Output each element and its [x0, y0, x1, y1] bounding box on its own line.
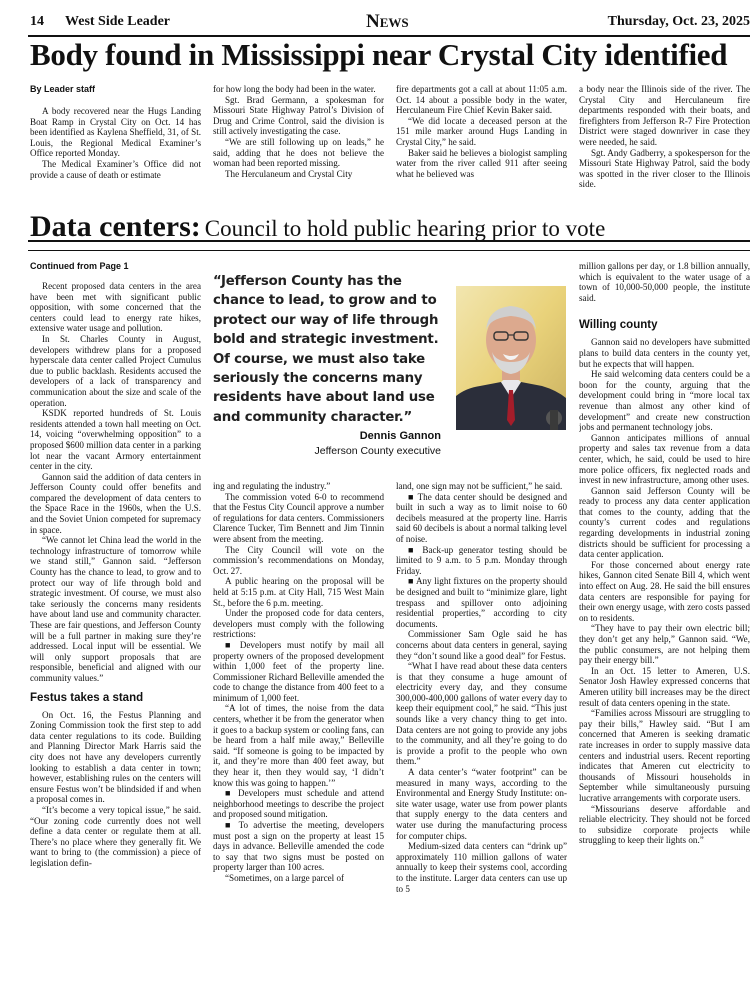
- paragraph: The Herculaneum and Crystal City: [225, 168, 353, 179]
- paragraph: “We are still following up on leads,” he said, adding that he does not believe the woman had been reported missing.: [213, 136, 384, 169]
- paragraph: ■ Any light fixtures on the property should be designed and built to “minimize glare, light trespass and spillover onto adjoining residential properties,” according to city documents.: [396, 576, 567, 629]
- article-column: [213, 481, 384, 983]
- paragraph: a body near the Illinois side of the river. The Crystal City and Herculaneum fire departments responded with their boats, and firefighters from Jefferson R-7 Fire Protection District were staged downriver in case they were needed, he said.: [579, 84, 750, 147]
- pull-quote-name: Dennis Gannon: [359, 430, 441, 442]
- paragraph: He said welcoming data centers could be a boon for the county, arguing that the development could bring in “more local tax revenue than almost any other kind of development” and create new construction jobs and permanent technology jobs.: [579, 369, 750, 433]
- paragraph: ■ To advertise the meeting, developers must post a sign on the property at least 15 days in advance. Belleville amended the code to say that two signs must be posted on property larger than 100 acres.: [213, 820, 384, 873]
- article-column: [30, 261, 201, 983]
- paragraph: The commission voted 6-0 to recommend that the Festus City Council approve a number of regulations for data centers. Commissioners Clarence Tucker, Tim Bennett and Jim Tinnin were absent from the meeting.: [213, 491, 384, 544]
- page-number: 14: [30, 14, 44, 29]
- paragraph: “They have to pay their own electric bill; they don’t get any help,” Gannon said. “We, the public consumers, are not helping them pay their energy bill.”: [579, 623, 750, 666]
- pull-quote-title: Jefferson County executive: [314, 445, 441, 457]
- paragraph: Gannon said Jefferson County will be ready to process any data center application that comes to the county, adding that the county’s current codes and regulations regarding developments in industrial zoning districts should be sufficient for processing a data center application.: [579, 485, 750, 560]
- paragraph: million gallons per day, or 1.8 billion annually, which is equivalent to the water usage of a town of 10,000-50,000 people, the institute said.: [579, 261, 750, 303]
- paragraph: A body recovered near the Hugs Landing Boat Ramp in Crystal City on Oct. 14 has been identified as Kaylena Sheffield, 31, of St. Louis, the Regional Medical Examiner’s Office reported Monday.: [30, 106, 201, 159]
- paragraph: Medium-sized data centers can “drink up” approximately 110 million gallons of water annually to keep their systems cool, according to the institute. Larger data centers can use up to 5: [396, 841, 567, 894]
- publication-name: West Side Leader: [65, 14, 170, 29]
- paragraph: “It’s become a very topical issue,” he said. “Our zoning code currently does not well define a data center or regulate them at all. There’s no place where they generally fit. We want to bring to (the commission) a piece of legislation defin-: [30, 804, 201, 868]
- paragraph: In St. Charles County in August, developers withdrew plans for a proposed hyperscale data center called Project Cumulus due to public backlash. Residents accused the developers of a lack of transparency and communication about the size and scale of the operation.: [30, 333, 201, 408]
- paragraph: Sgt. Andy Gadberry, a spokesperson for the Missouri State Highway Patrol, said the body was spotted in the river closer to the Illinois side.: [579, 147, 750, 190]
- article-divider: [28, 250, 750, 251]
- article-column: [579, 261, 750, 983]
- paragraph: For those concerned about energy rate hikes, Gannon cited Senate Bill 4, which went into effect on Aug. 28. He said the bill ensures data centers are responsible for paying for their own energy usage, with zero costs passed on to residents.: [579, 559, 750, 623]
- continued-line: Continued from Page 1: [30, 261, 129, 271]
- paragraph: “A lot of times, the noise from the data centers, whether it be from the generator when it goes to a backup system or cooling fans, can be heard from a half mile away,” Belleville said. “If someone is going to be impacted by it, and they’re more than 400 feet away, but they hear it, then they would say, ‘I didn’t know this was going to happen.’”: [213, 703, 384, 788]
- paragraph: land, one sign may not be sufficient,” he said.: [396, 481, 563, 491]
- issue-date: Thursday, Oct. 23, 2025: [607, 14, 750, 29]
- paragraph: “Families across Missouri are struggling to pay their bills,” Hawley said. “But I am concerned that Ameren is seeking dramatic rate increases in order to supply massive data centers and industrial users. Recent reporting indicates that Ameren cut electricity to thousands of Missouri households in September while simultaneously pursuing lucrative arrangements with corporate users.: [579, 708, 750, 803]
- paragraph: “What I have read about these data centers is that they consume a huge amount of electricity every day, and they consume 300,000-400,000 gallons of water every day to keep their equipment cool,” he said. “This just sounds like a very chancy thing to get into. Data centers are not going to provide any jobs to the community, and all they’re going to do is provide a profit to the people who own them.”: [396, 661, 567, 767]
- paragraph: fire departments got a call at about 11:05 a.m. Oct. 14 about a possible body in the water, Herculaneum Fire Chief Kevin Baker said.: [396, 84, 567, 116]
- headline-lead: Data centers:: [30, 210, 201, 243]
- paragraph: ing and regulating the industry.”: [213, 481, 331, 491]
- paragraph: In an Oct. 15 letter to Ameren, U.S. Senator Josh Hawley expressed concerns that Ameren utility bill increases may be the direct result of data centers opening in the state.: [579, 665, 750, 708]
- paragraph: “Sometimes, on a large parcel of: [225, 872, 345, 883]
- article-headline: [30, 207, 605, 252]
- paragraph: A data center’s “water footprint” can be measured in many ways, according to the Environmental and Energy Study Institute: on-site water usage, water use from power plants that supply energy to the data centers and water use during the manufacturing process for computer chips.: [396, 767, 567, 841]
- paragraph: A public hearing on the proposal will be held at 5:15 p.m. at City Hall, 715 West Main St., before the 6 p.m. meeting.: [213, 576, 384, 608]
- paragraph: On Oct. 16, the Festus Planning and Zoning Commission took the first step to add data center regulations to its code. Building and Planning Director Mark Harris said the city does not have any developers currently looking to establish a data center in town; however, establishing rules on the centers will ensure Festus won’t be blindsided if and when a proposal comes in.: [30, 709, 201, 805]
- paragraph: Recent proposed data centers in the area have been met with significant public opposition, with some concerned that the centers could lead to energy rate hikes, extensive water usage and pollution.: [30, 281, 201, 334]
- paragraph: ■ Developers must schedule and attend neighborhood meetings to describe the project and proposed sound mitigation.: [213, 788, 384, 820]
- paragraph: Gannon anticipates millions of annual property and sales tax revenue from a data center, which, he said, could be used to hire more police officers, fix neglected roads and invest in new infrastructure, among other uses.: [579, 432, 750, 486]
- article-headline: Body found in Mississippi near Crystal City identified: [30, 37, 728, 72]
- byline: By Leader staff: [30, 84, 96, 94]
- headline-rest: Council to hold public hearing prior to vote: [204, 216, 606, 241]
- subhead: Willing county: [579, 319, 658, 332]
- paragraph: “Missourians deserve affordable and reliable electricity. They should not be forced to subsidize corporate projects while struggling to keep their lights on.”: [579, 803, 750, 846]
- paragraph: for how long the body had been in the water.: [213, 84, 376, 94]
- paragraph: ■ Developers must notify by mail all property owners of the proposed development within 1,000 feet of the property line. Commissioner Richard Belleville amended the code to change the distance from 400 feet to a minimum of 1,000 feet.: [213, 639, 384, 703]
- paragraph: Sgt. Brad Germann, a spokesman for Missouri State Highway Patrol’s Division of Drug and Crime Control, said the division is still actively investigating the case.: [213, 94, 384, 137]
- paragraph: Under the proposed code for data centers, developers must comply with the following restrictions:: [213, 608, 384, 640]
- page-header: [28, 10, 750, 36]
- paragraph: ■ The data center should be designed and built in such a way as to limit noise to 60 decibels measured at the property line. Harris said 60 decibels is about a normal talking level of noise.: [396, 491, 567, 544]
- portrait-photo: [456, 286, 566, 430]
- paragraph: The Medical Examiner’s Office did not provide a cause of death or estimate: [30, 158, 201, 180]
- subhead: Festus takes a stand: [30, 691, 144, 704]
- pull-quote-text: “Jefferson County has the chance to lead, to grow and to protect our way of life through bold and strategic investment. Of course, we must also take seriously the concerns many residents have about land use and community character.”: [213, 274, 439, 425]
- paragraph: “We cannot let China lead the world in the technology infrastructure of tomorrow while we stand still,” Gannon said. “Jefferson County has the chance to lead, to grow and to protect our way of life through bold and strategic investment. Of course, we must also take seriously the concerns many residents have about land use and community character. These are fair questions, and Jefferson County will be a full partner in making sure they’re addressed. Local input will be essential. We will only support proposals that are responsible, beneficial and aligned with our community values.”: [30, 535, 201, 683]
- paragraph: KSDK reported hundreds of St. Louis residents attended a town hall meeting on Oct. 14, voicing “overwhelming opposition” to a proposed $600 million data center in a parking lot near the vacant Armory entertainment center in the city.: [30, 408, 201, 472]
- paragraph: Commissioner Sam Ogle said he has concerns about data centers in general, saying they “don’t sound like a good deal” for Festus.: [396, 629, 567, 661]
- section-name: News: [366, 11, 409, 32]
- article-column: [396, 481, 567, 983]
- paragraph: The City Council will vote on the commission’s recommendations on Monday, Oct. 27.: [213, 544, 384, 576]
- paragraph: ■ Back-up generator testing should be limited to 9 a.m. to 5 p.m. Monday through Friday.: [396, 544, 567, 576]
- paragraph: Gannon said the addition of data centers in Jefferson County could offer benefits and compared the development of data centers to the Space Race in the 1960s, when the U.S. and the Soviet Union competed for supremacy in space.: [30, 471, 201, 535]
- paragraph: Gannon said no developers have submitted plans to build data centers in the county yet, but he expects that will happen.: [579, 337, 750, 369]
- paragraph: “We did locate a deceased person at the 151 mile marker around Hugs Landing in Crystal City,” he said.: [396, 115, 567, 147]
- paragraph: Baker said he believes a biologist sampling water from the river called 911 after seeing what he believed was: [396, 147, 567, 179]
